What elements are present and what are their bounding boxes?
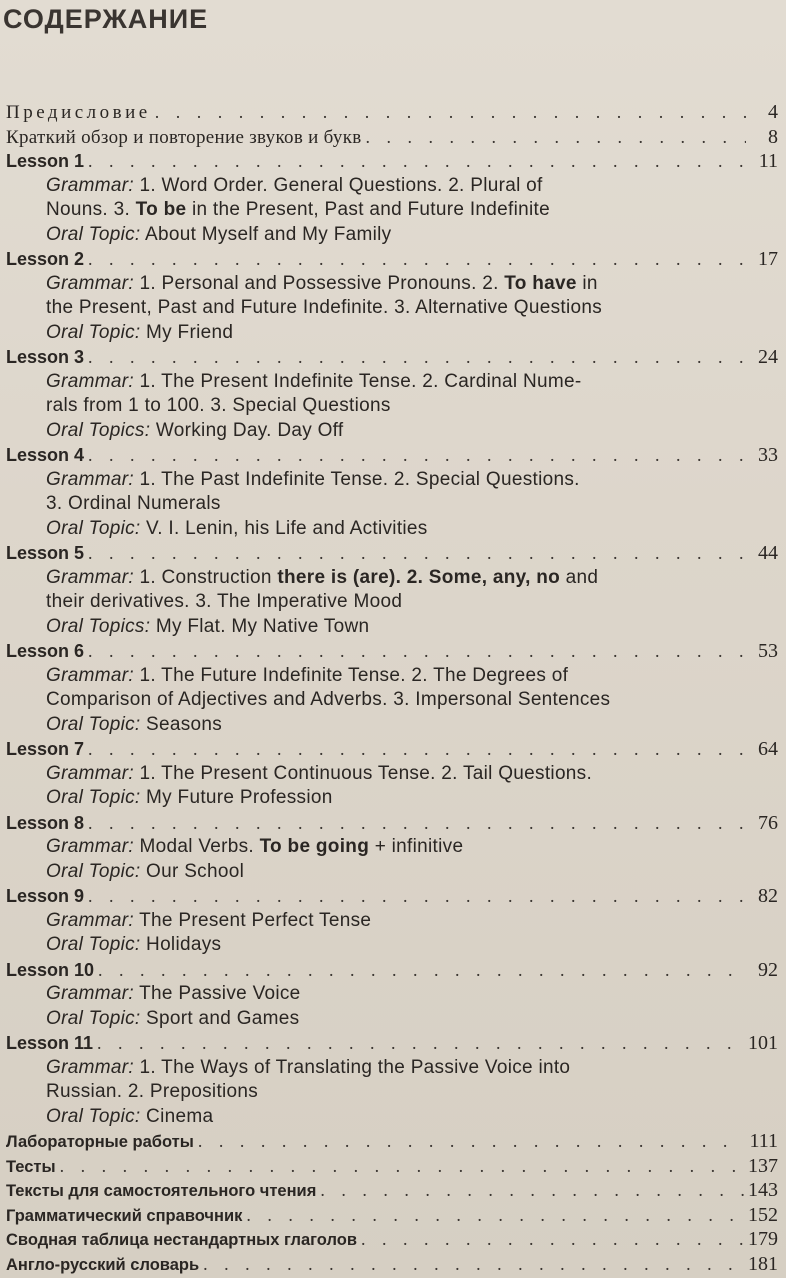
topic-text: Holidays [140,934,222,955]
toc-entry-grammar-reference[interactable] [6,1203,778,1228]
lesson-topic [6,615,778,640]
toc-entry-lesson-8[interactable] [6,811,778,836]
toc-entry-tests[interactable] [6,1154,778,1179]
dot-leader [361,1227,744,1252]
toc-page-number: 11 [758,150,778,172]
topic-key: Oral Topics: [46,419,151,441]
grammar-text: 1. Personal and Possessive Pronouns. 2. [133,272,505,294]
toc-entry-lesson-1[interactable] [6,149,778,174]
toc-page-number: 17 [758,248,778,270]
dot-leader [88,149,746,174]
lesson-grammar [6,982,778,1007]
grammar-text: The Passive Voice [133,983,301,1004]
lesson-label: Lesson 5 [6,543,85,563]
grammar-key: Grammar: [46,1056,134,1078]
dot-leader [88,247,746,272]
topic-text: Cinema [140,1105,214,1127]
grammar-text: and [560,566,599,588]
topic-key: Oral Topic: [46,1007,141,1029]
topic-text: Sport and Games [140,1007,300,1029]
grammar-key: Grammar: [46,983,134,1004]
toc-page-number: 76 [758,811,778,834]
grammar-key: Grammar: [46,370,134,392]
toc-entry-label: Тексты для самостоятельного чтения [6,1182,317,1200]
lesson-label: Lesson 1 [6,151,85,171]
grammar-text: 1. The Future Indefinite Tense. 2. The Degrees of [133,664,569,686]
topic-key: Oral Topic: [46,860,141,882]
grammar-text: + infinitive [369,836,464,857]
toc-entry-label: Грамматический справочник [6,1206,243,1225]
topic-key: Oral Topic: [46,713,141,735]
dot-leader [198,1129,746,1154]
dot-leader [60,1154,744,1179]
dot-leader [320,1178,744,1203]
lesson-topic [6,786,778,811]
toc-page-number: 179 [748,1228,778,1250]
topic-text: My Flat. My Native Town [150,615,370,637]
grammar-bold: there is (are). 2. Some, any, no [277,566,561,588]
toc-page-number: 101 [748,1032,778,1054]
toc-entry-lesson-7[interactable] [6,737,778,762]
dot-leader [88,443,746,468]
toc-entry-lesson-5[interactable] [6,541,778,566]
toc-page-number: 4 [768,101,778,123]
grammar-text: 3. Ordinal Numerals [46,493,221,514]
lesson-grammar-cont [6,394,778,419]
page-title: СОДЕРЖАНИЕ [3,4,209,34]
grammar-text: Modal Verbs. [133,836,260,857]
lesson-grammar [6,272,778,297]
dot-leader [155,100,746,125]
lesson-grammar [6,909,778,934]
lesson-label: Lesson 11 [6,1033,94,1053]
grammar-text: 1. The Present Indefinite Tense. 2. Cardinal Nume- [133,370,582,392]
grammar-key: Grammar: [46,762,134,784]
lesson-label: Lesson 7 [6,739,85,759]
toc-entry-lab-works[interactable] [6,1129,778,1154]
grammar-key: Grammar: [46,566,134,588]
grammar-text: 1. Construction [133,566,278,588]
lesson-grammar-cont [6,1080,778,1105]
lesson-label: Lesson 6 [6,641,85,661]
lesson-topic [6,517,778,542]
grammar-text: The Present Perfect Tense [133,909,372,931]
lesson-label: Lesson 10 [6,959,95,980]
lesson-topic [6,713,778,738]
lesson-grammar-cont [6,688,778,713]
lesson-label: Lesson 8 [6,812,85,833]
toc-entry-label: Тесты [6,1157,56,1176]
toc-page-number: 24 [758,346,778,368]
toc-entry-label: Сводная таблица нестандартных глаголов [6,1231,357,1249]
grammar-key: Grammar: [46,174,134,196]
toc-entry-irregular-verbs[interactable] [6,1227,778,1252]
lesson-grammar-cont [6,296,778,321]
lesson-label: Lesson 9 [6,886,85,906]
lesson-grammar [6,566,778,591]
toc-page-number: 53 [758,640,778,662]
toc-entry-lesson-4[interactable] [6,443,778,468]
grammar-text: Russian. 2. Prepositions [46,1081,259,1102]
dot-leader [366,125,746,150]
toc-entry-label: Краткий обзор и повторение звуков и букв [6,126,362,148]
dot-leader [88,737,746,762]
lesson-grammar [6,370,778,395]
toc-page-number: 143 [748,1179,778,1201]
topic-key: Oral Topic: [46,934,141,955]
grammar-key: Grammar: [46,272,134,294]
topic-text: About Myself and My Family [140,223,392,245]
lesson-grammar [6,468,778,493]
topic-key: Oral Topics: [46,615,151,637]
grammar-bold: To be going [259,836,370,857]
toc-page-number: 111 [749,1130,778,1152]
lesson-label: Lesson 2 [6,249,85,269]
lesson-grammar-cont [6,590,778,615]
table-of-contents [6,100,778,1276]
lesson-grammar-cont [6,198,778,223]
grammar-key: Grammar: [46,468,134,490]
dot-leader [98,958,746,983]
toc-entry-lesson-2[interactable] [6,247,778,272]
topic-key: Oral Topic: [46,1105,141,1127]
lesson-grammar-cont [6,492,778,517]
toc-page-number: 181 [748,1252,778,1275]
toc-page-number: 64 [758,738,778,760]
grammar-text: in the Present, Past and Future Indefinite [186,199,550,220]
grammar-key: Grammar: [46,836,134,857]
toc-entry-preface[interactable] [6,100,778,125]
toc-entry-review[interactable] [6,125,778,150]
lesson-grammar [6,835,778,860]
lesson-topic [6,223,778,248]
topic-text: My Future Profession [140,787,333,808]
toc-entry-dictionary[interactable] [6,1252,778,1277]
dot-leader [246,1203,744,1228]
toc-entry-reading-texts[interactable] [6,1178,778,1203]
grammar-text: the Present, Past and Future Indefinite. 3. Alternative Questions [46,297,603,318]
toc-page-number: 8 [768,125,778,148]
topic-key: Oral Topic: [46,517,141,539]
grammar-text: 1. The Past Indefinite Tense. 2. Special Questions. [133,468,580,490]
dot-leader [88,345,746,370]
toc-page-number: 33 [758,444,778,466]
grammar-key: Grammar: [46,909,134,931]
toc-entry-lesson-9[interactable] [6,884,778,909]
grammar-bold: To be [135,199,187,220]
lesson-topic [6,419,778,444]
lesson-topic [6,1105,778,1130]
lesson-topic [6,933,778,958]
dot-leader [203,1252,744,1277]
dot-leader [88,541,746,566]
lesson-grammar [6,1056,778,1081]
topic-text: Seasons [140,713,223,735]
toc-page-number: 44 [758,542,778,564]
grammar-text: in [576,272,598,294]
grammar-bold: To have [504,272,577,294]
toc-entry-label: Предисловие [6,102,151,123]
grammar-text: 1. The Present Continuous Tense. 2. Tail Questions. [133,762,593,784]
toc-page-number: 152 [748,1203,778,1226]
grammar-text: Nouns. 3. [46,199,136,220]
toc-entry-lesson-6[interactable] [6,639,778,664]
topic-text: Our School [140,860,245,882]
dot-leader [88,639,746,664]
toc-entry-lesson-3[interactable] [6,345,778,370]
grammar-text: 1. Word Order. General Questions. 2. Plural of [133,174,543,196]
topic-key: Oral Topic: [46,787,141,808]
grammar-text: Comparison of Adjectives and Adverbs. 3. Impersonal Sentences [46,689,611,710]
toc-entry-label: Лабораторные работы [6,1133,194,1151]
dot-leader [97,1031,744,1056]
dot-leader [88,811,746,836]
lesson-grammar [6,664,778,689]
topic-text: My Friend [140,321,234,343]
toc-entry-lesson-11[interactable] [6,1031,778,1056]
lesson-topic [6,860,778,885]
grammar-text: rals from 1 to 100. 3. Special Questions [46,395,391,416]
lesson-topic [6,1007,778,1032]
toc-page-number: 82 [758,885,778,907]
toc-page-number: 137 [748,1154,778,1177]
lesson-label: Lesson 4 [6,445,85,465]
dot-leader [88,884,746,909]
grammar-text: their derivatives. 3. The Imperative Mood [46,591,403,612]
topic-key: Oral Topic: [46,223,141,245]
lesson-grammar [6,174,778,199]
topic-text: Working Day. Day Off [150,419,344,441]
toc-entry-lesson-10[interactable] [6,958,778,983]
grammar-text: 1. The Ways of Translating the Passive Voice into [133,1056,571,1078]
grammar-key: Grammar: [46,664,134,686]
topic-key: Oral Topic: [46,321,141,343]
lesson-topic [6,321,778,346]
topic-text: V. I. Lenin, his Life and Activities [140,517,428,539]
lesson-grammar [6,762,778,787]
toc-page-number: 92 [758,958,778,981]
lesson-label: Lesson 3 [6,347,85,367]
toc-entry-label: Англо-русский словарь [6,1255,200,1274]
